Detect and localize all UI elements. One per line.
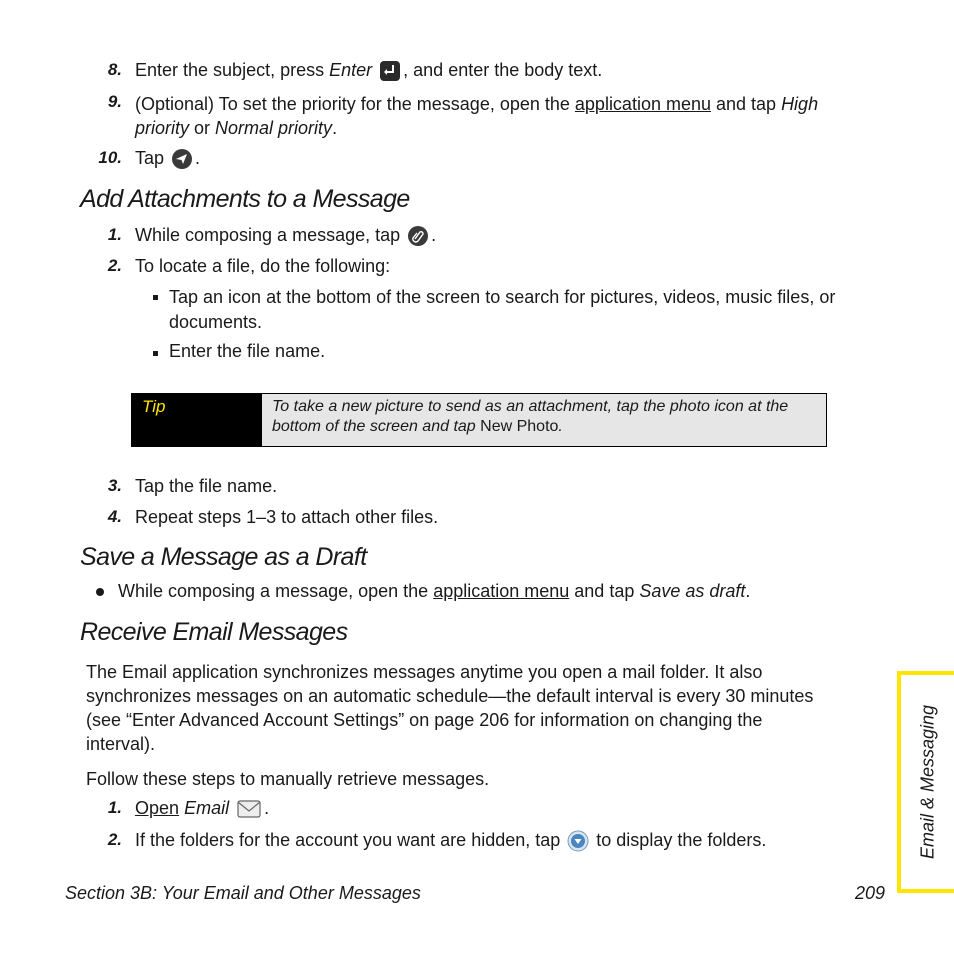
section-heading: Add Attachments to a Message: [80, 185, 410, 213]
chapter-side-tab-label: Email & Messaging: [917, 704, 937, 860]
bullet-marker: [96, 588, 104, 596]
send-icon: [171, 148, 193, 170]
step-text-post: , and enter the body text.: [403, 60, 603, 80]
step-text-pre: Tap: [135, 148, 170, 168]
paragraph-line: The Email application synchronizes messages anytime you open a mail folder. It also: [86, 662, 763, 682]
step-text: Tap the file name.: [135, 476, 278, 496]
paragraph-line: synchronizes messages on an automatic schedule—the default interval is every 30 minutes: [86, 686, 814, 706]
step-text: [135, 798, 269, 820]
normal-priority-label: Normal priority: [215, 118, 333, 138]
step-text: To locate a file, do the following:: [135, 256, 391, 276]
application-menu-link[interactable]: application menu: [433, 581, 570, 601]
step-text: Repeat steps 1–3 to attach other files.: [135, 507, 439, 527]
open-link[interactable]: Open: [135, 798, 180, 818]
step-text-end: .: [264, 798, 270, 818]
tip-line: To take a new picture to send as an attachment, tap the photo icon at the: [272, 398, 789, 415]
step-number: 10.: [98, 148, 122, 167]
step-text-pre: If the folders for the account you want are hidden, tap: [135, 830, 566, 850]
application-menu-link[interactable]: application menu: [574, 94, 711, 114]
step-text: [135, 148, 200, 170]
save-as-draft-label: Save as draft: [639, 581, 746, 601]
tip-line: bottom of the screen and tap: [272, 418, 481, 435]
paperclip-icon: [407, 225, 429, 247]
step-number: 8.: [107, 60, 122, 79]
step-text-pre: Enter the subject, press: [135, 60, 330, 80]
enter-key-label: Enter: [329, 60, 373, 80]
bullet-text: [118, 581, 750, 602]
section-heading: Save a Message as a Draft: [80, 543, 367, 571]
bullet-text: [169, 285, 835, 335]
step-text: [135, 830, 766, 852]
body-paragraph: Follow these steps to manually retrieve messages.: [86, 769, 490, 789]
step-number: 1.: [107, 225, 122, 244]
step-text-pre: While composing a message, tap: [135, 225, 406, 245]
step-text-mid: and tap: [711, 94, 782, 114]
bullet-text: Enter the file name.: [169, 341, 326, 361]
enter-key-icon: [379, 60, 401, 82]
chevron-down-icon: [567, 830, 589, 852]
tip-line-end: .: [558, 418, 563, 435]
footer-section: Section 3B: Your Email and Other Messages: [65, 883, 421, 903]
step-text: [135, 225, 436, 247]
high-priority-label-cont: priority: [135, 118, 190, 138]
step-text: [135, 60, 602, 82]
paragraph-line: (see “Enter Advanced Account Settings” on page 206 for information on changing the: [86, 710, 763, 730]
paragraph-line: interval).: [86, 734, 156, 754]
step-number: 3.: [107, 476, 122, 495]
bullet-text-mid: and tap: [569, 581, 640, 601]
bullet-text-pre: While composing a message, open the: [118, 581, 434, 601]
tip-label: Tip: [132, 394, 262, 446]
email-app-label: Email: [184, 798, 230, 818]
bullet-line: Tap an icon at the bottom of the screen to search for pictures, videos, music files, or: [169, 287, 836, 307]
step-text-end: .: [332, 118, 338, 138]
step-number: 9.: [107, 92, 122, 111]
chapter-side-tab: [897, 671, 954, 893]
step-number: 2.: [107, 830, 122, 849]
new-photo-label: New Photo: [480, 418, 559, 435]
bullet-line: documents.: [169, 312, 263, 332]
envelope-icon: [236, 798, 262, 820]
bullet-marker: [153, 295, 158, 300]
step-text-pre: (Optional) To set the priority for the message, open the: [135, 94, 575, 114]
step-text-end: .: [431, 225, 437, 245]
tip-box: [131, 393, 827, 447]
section-heading: Receive Email Messages: [80, 618, 348, 646]
step-text: [135, 92, 818, 140]
step-number: 2.: [107, 256, 122, 275]
bullet-marker: [153, 351, 158, 356]
high-priority-label: High: [781, 94, 819, 114]
bullet-text-end: .: [745, 581, 751, 601]
step-text-end: .: [195, 148, 201, 168]
body-paragraph: [86, 660, 886, 756]
step-number: 4.: [107, 507, 122, 526]
tip-content: [262, 394, 826, 446]
chapter-side-tab-inner: [901, 675, 954, 889]
page-number: 209: [855, 883, 886, 903]
step-text-post: to display the folders.: [591, 830, 767, 850]
step-number: 1.: [107, 798, 122, 817]
step-text-or: or: [189, 118, 216, 138]
